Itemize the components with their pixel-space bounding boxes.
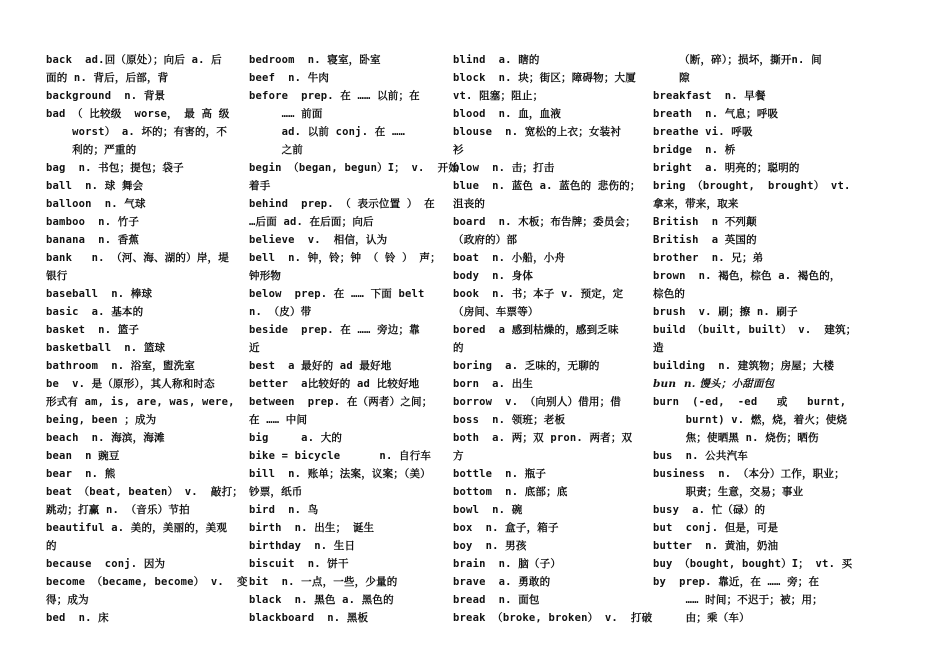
vocab-entry-line: 造: [653, 342, 664, 354]
vocab-entry: [46, 357, 232, 375]
vocab-entry: [249, 429, 437, 447]
vocab-entry: [653, 519, 845, 537]
vocab-entry: [46, 429, 232, 447]
vocab-entry: [653, 501, 845, 519]
vocab-entry-line: ball n. 球 舞会: [46, 180, 144, 192]
vocab-entry-line: 利的；严重的: [46, 144, 137, 156]
vocab-entry-line: 钞票，纸币: [249, 486, 303, 498]
vocab-entry: [249, 87, 437, 159]
vocab-entry: [453, 537, 641, 555]
vocab-entry: [453, 51, 641, 69]
vocab-entry: [249, 375, 437, 393]
vocab-entry: [453, 609, 653, 627]
vocab-entry-line: born a. 出生: [453, 378, 534, 390]
vocab-entry-line: boring a. 乏味的，无聊的: [453, 360, 600, 372]
vocab-entry-line: but conj. 但是，可是: [653, 522, 779, 534]
vocab-entry-line: bottom n. 底部；底: [453, 486, 568, 498]
vocab-entry-line: banana n. 香蕉: [46, 234, 140, 246]
vocab-entry-line: （政府的）部: [453, 234, 518, 246]
vocab-entry-line: bread n. 面包: [453, 594, 540, 606]
vocab-entry-line: 棕色的: [653, 288, 686, 300]
vocab-entry-line: …… 前面: [249, 108, 323, 120]
column-2: [249, 51, 460, 627]
vocab-entry: [46, 465, 232, 483]
vocab-entry: [249, 357, 437, 375]
vocab-entry-line: 近: [249, 342, 260, 354]
vocab-entry-line: both a. 两；双 pron. 两者；双: [453, 432, 633, 444]
vocab-entry-line: bad （ 比较级 worse， 最 高 级: [46, 108, 230, 120]
vocab-entry-line: block n. 块；街区；障碍物；大厦: [453, 72, 636, 84]
vocab-entry: [249, 249, 441, 285]
vocab-entry: [46, 177, 232, 195]
vocab-entry-line: bell n. 钟，铃；钟 （ 铃 ） 声；: [249, 252, 441, 264]
vocab-entry: [249, 393, 437, 429]
vocab-entry: [653, 447, 845, 465]
vocab-entry: [453, 393, 641, 411]
vocab-entry-line: buy （bought, bought）I； vt. 买: [653, 558, 853, 570]
vocab-entry: [46, 375, 235, 429]
vocab-entry: [453, 159, 641, 177]
vocab-entry: [249, 285, 437, 321]
vocab-entry-line: brain n. 脑（子）: [453, 558, 562, 570]
vocab-entry-line: beef n. 牛肉: [249, 72, 330, 84]
vocab-entry-line: bridge n. 桥: [653, 144, 736, 156]
vocab-entry-line: best a 最好的 ad 最好地: [249, 360, 392, 372]
vocab-entry-line: bright a. 明亮的；聪明的: [653, 162, 800, 174]
vocab-entry-line: build （built, built） v. 建筑；: [653, 324, 857, 336]
vocab-entry-line: blackboard n. 黑板: [249, 612, 369, 624]
vocab-entry-line: 银行: [46, 270, 68, 282]
vocab-entry: [453, 285, 641, 321]
vocab-entry: [249, 519, 437, 537]
vocab-entry: [46, 483, 243, 519]
vocab-entry-line: worst） a. 坏的；有害的，不: [46, 126, 228, 138]
vocab-entry: [249, 573, 437, 591]
vocab-entry: [453, 267, 641, 285]
vocab-entry-line: 着手: [249, 180, 271, 192]
vocab-entry-line: before prep. 在 …… 以前；在: [249, 90, 420, 102]
vocab-entry-line: 在 …… 中间: [249, 414, 308, 426]
vocab-entry: [46, 519, 232, 555]
vocab-entry: [249, 51, 437, 69]
vocab-entry-line: bowl n. 碗: [453, 504, 523, 516]
vocab-entry: [46, 447, 232, 465]
vocab-entry-line: bring （brought, brought） vt.: [653, 180, 851, 192]
vocab-entry-line: bus n. 公共汽车: [653, 450, 748, 462]
vocab-entry: [653, 213, 845, 231]
vocab-entry-line: 沮丧的: [453, 198, 486, 210]
vocab-entry: [46, 105, 232, 159]
vocab-entry: [453, 213, 641, 249]
vocab-entry-line: beautiful a. 美的，美丽的，美观: [46, 522, 228, 534]
vocab-entry-line: 形式有 am, is, are, was, were,: [46, 396, 235, 408]
column-3: [453, 51, 653, 627]
vocab-entry-line: bank n. （河、海、湖的）岸，堤: [46, 252, 229, 264]
vocab-entry-line: vt. 阻塞；阻止；: [453, 90, 544, 102]
vocab-entry-line: boy n. 男孩: [453, 540, 527, 552]
vocab-entry-line: 得；成为: [46, 594, 89, 606]
vocab-entry: [653, 375, 845, 393]
vocab-entry-line: breath n. 气息；呼吸: [653, 108, 779, 120]
vocab-entry: [653, 537, 845, 555]
vocab-entry-line: become （became, become） v. 变: [46, 576, 248, 588]
vocab-entry-line: biscuit n. 饼干: [249, 558, 349, 570]
vocab-entry-line: board n. 木板；布告牌；委员会；: [453, 216, 636, 228]
vocab-entry-line: burn (-ed, -ed 或 burnt,: [653, 396, 847, 408]
column-1: [46, 51, 248, 627]
vocab-entry: [46, 609, 232, 627]
vocab-entry: [249, 69, 437, 87]
vocab-entry-line: brave a. 勇敢的: [453, 576, 551, 588]
vocab-entry: [653, 159, 845, 177]
vocab-entry-line: breathe vi. 呼吸: [653, 126, 753, 138]
vocab-entry-line: bottle n. 瓶子: [453, 468, 547, 480]
vocab-entry: [46, 321, 232, 339]
vocab-entry: [249, 159, 460, 195]
vocab-entry: [249, 321, 437, 357]
vocab-entry: [46, 87, 232, 105]
vocab-entry: [453, 69, 641, 105]
vocab-entry-line: bathroom n. 浴室，盥洗室: [46, 360, 195, 372]
vocab-entry-line: 方: [453, 450, 464, 462]
vocab-entry: [453, 321, 641, 357]
vocab-entry: [46, 573, 248, 609]
vocab-entry: [46, 249, 232, 285]
vocab-entry-line: blood n. 血，血液: [453, 108, 562, 120]
vocab-entry: [653, 555, 853, 573]
vocab-entry-line: 的: [453, 342, 464, 354]
vocab-entry: [46, 303, 232, 321]
vocab-entry-line: body n. 身体: [453, 270, 534, 282]
vocab-entry-line: borrow v. （向别人）借用；借: [453, 396, 622, 408]
vocab-entry: [46, 51, 232, 87]
vocab-entry: [249, 537, 437, 555]
vocab-entry-line: baseball n. 棒球: [46, 288, 153, 300]
vocab-entry-line: 职责；生意，交易；事业: [653, 486, 804, 498]
vocab-entry-line: butter n. 黄油，奶油: [653, 540, 779, 552]
vocab-entry: [453, 555, 641, 573]
vocab-entry: [46, 213, 232, 231]
vocab-entry: [653, 141, 845, 159]
vocab-entry: [249, 609, 437, 627]
vocab-entry-line: blue n. 蓝色 a. 蓝色的 悲伤的；: [453, 180, 641, 192]
vocab-entry-line: n. （皮）带: [249, 306, 312, 318]
vocab-entry: [46, 339, 232, 357]
vocab-entry: [453, 591, 641, 609]
vocab-entry-line: （断，碎）；损坏，撕开n. 间: [653, 54, 822, 66]
vocab-entry-line: （房间、车票等）: [453, 306, 539, 318]
vocab-entry-line: birth n. 出生； 诞生: [249, 522, 375, 534]
vocab-entry-line: because conj. 因为: [46, 558, 166, 570]
vocab-entry: [653, 249, 845, 267]
vocab-entry-line: 由；乘（车）: [653, 612, 750, 624]
vocab-entry: [249, 195, 437, 231]
vocab-entry-line: ad. 以前 conj. 在 ……: [249, 126, 406, 138]
vocab-entry-line: background n. 背景: [46, 90, 166, 102]
vocab-entry: [653, 105, 845, 123]
vocab-entry-line: below prep. 在 …… 下面 belt: [249, 288, 425, 300]
vocab-entry-line: bed n. 床: [46, 612, 109, 624]
vocab-entry-line: 焦；使晒黑 n. 烧伤；晒伤: [653, 432, 819, 444]
vocab-entry-line: behind prep. （ 表示位置 ） 在: [249, 198, 435, 210]
vocab-entry: [653, 465, 845, 501]
vocab-entry: [453, 483, 641, 501]
vocab-entry-line: 钟形物: [249, 270, 282, 282]
vocab-entry: [453, 105, 641, 123]
vocab-entry-line: balloon n. 气球: [46, 198, 146, 210]
vocab-entry-line: back ad.回（原处）；向后 a. 后: [46, 54, 222, 66]
vocab-entry-line: bird n. 鸟: [249, 504, 319, 516]
vocab-entry: [653, 87, 845, 105]
vocab-entry: [249, 501, 437, 519]
vocab-entry: [453, 177, 641, 213]
vocab-entry: [653, 177, 851, 213]
vocab-entry-line: blow n. 击；打击: [453, 162, 555, 174]
vocab-entry: [453, 123, 641, 159]
vocab-entry-line: 跳动；打赢 n. （音乐）节拍: [46, 504, 190, 516]
vocab-entry: [453, 249, 641, 267]
vocab-entry-line: brown n. 褐色，棕色 a. 褐色的，: [653, 270, 841, 282]
vocab-entry-line: begin （began, begun）I； v. 开始: [249, 162, 460, 174]
vocab-entry-line: boat n. 小船，小舟: [453, 252, 566, 264]
vocab-entry: [653, 303, 845, 321]
vocab-entry: [453, 411, 641, 429]
vocab-entry-line: blind a. 瞎的: [453, 54, 540, 66]
vocab-entry-line: breakfast n. 早餐: [653, 90, 766, 102]
vocab-entry-line: 之前: [249, 144, 304, 156]
vocab-entry: [453, 501, 641, 519]
vocab-entry-line: basketball n. 篮球: [46, 342, 166, 354]
vocab-entry: [453, 375, 641, 393]
vocab-entry-line: bamboo n. 竹子: [46, 216, 140, 228]
vocab-entry-line: beside prep. 在 …… 旁边；靠: [249, 324, 420, 336]
vocab-entry: [653, 51, 845, 87]
vocab-entry: [249, 591, 437, 609]
vocab-entry-line: bag n. 书包；提包；袋子: [46, 162, 184, 174]
vocab-entry: [653, 573, 845, 627]
vocab-entry-line: brush v. 刷；擦 n. 刷子: [653, 306, 798, 318]
vocab-entry-line: box n. 盒子，箱子: [453, 522, 559, 534]
vocab-entry-line: being, been ；成为: [46, 414, 157, 426]
vocab-entry-line: break （broke, broken） v. 打破: [453, 612, 653, 624]
vocab-entry: [249, 447, 437, 465]
vocab-entry-line: bedroom n. 寝室，卧室: [249, 54, 381, 66]
vocab-entry: [249, 465, 437, 501]
vocab-entry: [653, 357, 845, 375]
vocab-entry-line: birthday n. 生日: [249, 540, 356, 552]
vocab-entry-line: be v. 是（原形），其人称和时态: [46, 378, 215, 390]
vocab-entry: [653, 231, 845, 249]
vocab-entry-line: black n. 黑色 a. 黑色的: [249, 594, 394, 606]
vocab-entry-line: British n 不列颠: [653, 216, 757, 228]
vocab-entry: [653, 393, 848, 447]
vocab-entry-line: bike = bicycle n. 自行车: [249, 450, 432, 462]
vocab-entry-line: 隙: [653, 72, 690, 84]
vocab-entry-line: beat （beat, beaten） v. 敲打；: [46, 486, 243, 498]
vocab-entry-line: busy a. 忙（碌）的: [653, 504, 766, 516]
vocab-entry-line: 拿来，带来，取来: [653, 198, 739, 210]
vocab-entry-line: bored a 感到枯燥的，感到乏味: [453, 324, 619, 336]
vocab-entry-line: burnt) v. 燃，烧，着火；使烧: [653, 414, 848, 426]
vocab-entry: [653, 123, 845, 141]
vocab-entry-line: basket n. 篮子: [46, 324, 140, 336]
vocab-entry-line: building n. 建筑物；房屋；大楼: [653, 360, 835, 372]
vocab-entry-line: British a 英国的: [653, 234, 757, 246]
vocab-entry-line: bill n. 账单；法案，议案；（美）: [249, 468, 431, 480]
vocab-entry-line: believe v. 相信，认为: [249, 234, 388, 246]
vocab-entry: [653, 267, 845, 303]
vocab-entry: [46, 231, 232, 249]
vocab-entry-line: bun n. 馒头；小甜面包: [653, 378, 775, 390]
vocab-entry-line: beach n. 海滨，海滩: [46, 432, 165, 444]
vocab-entry-line: 面的 n. 背后，后部，背: [46, 72, 169, 84]
vocab-entry: [46, 159, 232, 177]
vocab-entry-line: bit n. 一点，一些，少量的: [249, 576, 398, 588]
vocab-entry-line: book n. 书；本子 v. 预定，定: [453, 288, 624, 300]
vocab-entry-line: between prep. 在（两者）之间；: [249, 396, 433, 408]
vocab-entry-line: 的: [46, 540, 57, 552]
vocab-entry-line: …后面 ad. 在后面；向后: [249, 216, 374, 228]
vocab-entry-line: brother n. 兄；弟: [653, 252, 764, 264]
column-4: [653, 51, 857, 627]
vocab-entry-line: boss n. 领班；老板: [453, 414, 566, 426]
vocab-entry-line: …… 时间；不迟于；被；用；: [653, 594, 823, 606]
vocab-entry: [453, 357, 641, 375]
vocab-entry-line: big a. 大的: [249, 432, 343, 444]
vocab-entry: [453, 429, 641, 465]
vocab-entry-line: 衫: [453, 144, 464, 156]
vocab-entry: [249, 555, 437, 573]
vocab-entry: [653, 321, 857, 357]
vocab-entry-line: better a比较好的 ad 比较好地: [249, 378, 420, 390]
vocab-entry-line: bear n. 熊: [46, 468, 116, 480]
vocab-entry: [46, 555, 232, 573]
vocab-entry-line: by prep. 靠近，在 …… 旁；在: [653, 576, 820, 588]
vocab-entry: [46, 195, 232, 213]
vocab-entry: [46, 285, 232, 303]
vocab-entry: [453, 573, 641, 591]
vocab-entry-line: bean n 豌豆: [46, 450, 120, 462]
vocab-entry-line: blouse n. 宽松的上衣；女装衬: [453, 126, 622, 138]
vocab-entry-line: business n. （本分）工作，职业；: [653, 468, 845, 480]
vocab-entry: [453, 519, 641, 537]
vocab-entry: [249, 231, 437, 249]
vocab-entry-line: basic a. 基本的: [46, 306, 144, 318]
vocab-entry: [453, 465, 641, 483]
